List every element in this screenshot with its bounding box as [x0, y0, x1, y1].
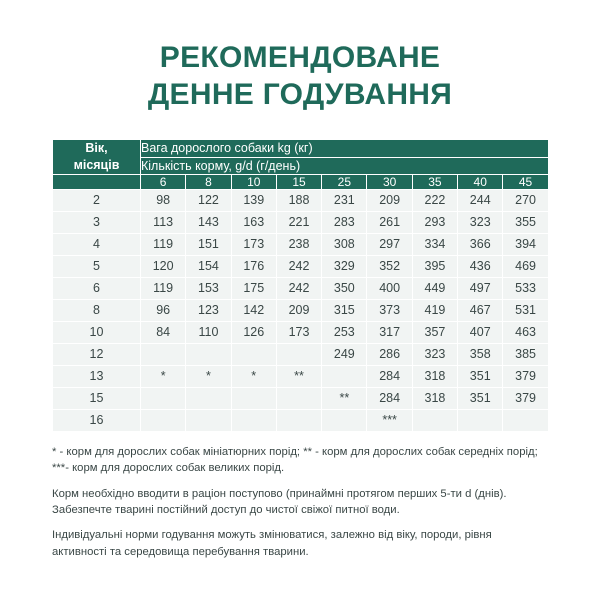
cell: 221 — [276, 211, 321, 233]
cell-footnote-large: *** — [367, 409, 412, 431]
cell: 286 — [367, 343, 412, 365]
row-age: 8 — [53, 299, 141, 321]
row-age: 6 — [53, 277, 141, 299]
row-age: 4 — [53, 233, 141, 255]
cell: 261 — [367, 211, 412, 233]
cell — [412, 409, 457, 431]
cell: 533 — [503, 277, 548, 299]
row-age: 15 — [53, 387, 141, 409]
cell: 242 — [276, 255, 321, 277]
cell: 126 — [231, 321, 276, 343]
cell: 153 — [186, 277, 231, 299]
table-row — [53, 277, 549, 299]
cell — [503, 409, 548, 431]
cell: 253 — [322, 321, 367, 343]
cell: 113 — [141, 211, 186, 233]
cell: 351 — [458, 387, 503, 409]
table-row — [53, 255, 549, 277]
table-row — [53, 365, 549, 387]
cell — [322, 365, 367, 387]
weights-corner-cell — [53, 174, 141, 189]
cell: 209 — [276, 299, 321, 321]
table-row — [53, 299, 549, 321]
cell: 173 — [231, 233, 276, 255]
weight-col-header: 6 — [141, 174, 186, 189]
cell — [186, 343, 231, 365]
cell: 467 — [458, 299, 503, 321]
cell: 154 — [186, 255, 231, 277]
footnote-individual-norms: Індивідуальні норми годування можуть змінюватися, залежно від віку, породи, рівня активності та середовища перебування тварини. — [52, 529, 492, 558]
cell: 238 — [276, 233, 321, 255]
row-age: 13 — [53, 365, 141, 387]
cell: 366 — [458, 233, 503, 255]
cell: 351 — [458, 365, 503, 387]
cell: 323 — [412, 343, 457, 365]
row-age: 2 — [53, 189, 141, 211]
age-header-cell — [53, 140, 141, 175]
page-title-line-1: РЕКОМЕНДОВАНЕ — [159, 41, 441, 74]
cell: 317 — [367, 321, 412, 343]
cell: 139 — [231, 189, 276, 211]
row-age: 12 — [53, 343, 141, 365]
cell-footnote-mini: * — [141, 365, 186, 387]
cell: 222 — [412, 189, 457, 211]
cell: 163 — [231, 211, 276, 233]
table-row — [53, 343, 549, 365]
cell: 284 — [367, 365, 412, 387]
cell: 318 — [412, 387, 457, 409]
cell: 352 — [367, 255, 412, 277]
cell: 175 — [231, 277, 276, 299]
weight-col-header: 15 — [276, 174, 321, 189]
feeding-table — [52, 139, 549, 432]
weight-col-header: 10 — [231, 174, 276, 189]
cell: 469 — [503, 255, 548, 277]
cell: 355 — [503, 211, 548, 233]
cell: 323 — [458, 211, 503, 233]
cell: 357 — [412, 321, 457, 343]
weight-col-header: 40 — [458, 174, 503, 189]
cell: 119 — [141, 277, 186, 299]
table-row — [53, 189, 549, 211]
table-row — [53, 321, 549, 343]
footnotes — [52, 444, 548, 560]
page-title — [52, 40, 548, 113]
cell — [276, 387, 321, 409]
cell: 334 — [412, 233, 457, 255]
cell: 293 — [412, 211, 457, 233]
cell: 209 — [367, 189, 412, 211]
row-age: 16 — [53, 409, 141, 431]
table-row — [53, 409, 549, 431]
cell — [186, 409, 231, 431]
row-age: 5 — [53, 255, 141, 277]
cell: 122 — [186, 189, 231, 211]
cell: 449 — [412, 277, 457, 299]
cell — [141, 343, 186, 365]
weight-col-header: 35 — [412, 174, 457, 189]
cell: 385 — [503, 343, 548, 365]
cell: 419 — [412, 299, 457, 321]
cell — [231, 343, 276, 365]
cell — [141, 387, 186, 409]
cell: 283 — [322, 211, 367, 233]
cell — [276, 409, 321, 431]
cell — [186, 387, 231, 409]
cell-footnote-mini: * — [186, 365, 231, 387]
weight-col-header: 45 — [503, 174, 548, 189]
cell: 379 — [503, 387, 548, 409]
cell — [458, 409, 503, 431]
cell: 173 — [276, 321, 321, 343]
cell: 123 — [186, 299, 231, 321]
cell: 242 — [276, 277, 321, 299]
cell — [231, 387, 276, 409]
weight-header-cell: Вага дорослого собаки kg (кг) — [141, 140, 549, 157]
cell: 497 — [458, 277, 503, 299]
cell: 350 — [322, 277, 367, 299]
cell: 395 — [412, 255, 457, 277]
table-row — [53, 233, 549, 255]
cell: 531 — [503, 299, 548, 321]
cell: 176 — [231, 255, 276, 277]
row-age: 3 — [53, 211, 141, 233]
cell: 120 — [141, 255, 186, 277]
row-age: 10 — [53, 321, 141, 343]
page-title-line-2: ДЕННЕ ГОДУВАННЯ — [147, 77, 453, 111]
cell: 297 — [367, 233, 412, 255]
cell: 143 — [186, 211, 231, 233]
cell: 284 — [367, 387, 412, 409]
cell: 318 — [412, 365, 457, 387]
amount-header-cell: Кількість корму, g/d (г/день) — [141, 157, 549, 174]
cell: 308 — [322, 233, 367, 255]
cell — [322, 409, 367, 431]
cell — [141, 409, 186, 431]
cell-footnote-medium: ** — [276, 365, 321, 387]
cell: 270 — [503, 189, 548, 211]
cell: 394 — [503, 233, 548, 255]
weight-col-header: 8 — [186, 174, 231, 189]
weight-col-header: 25 — [322, 174, 367, 189]
age-header-line-2: місяців — [73, 158, 120, 173]
cell: 96 — [141, 299, 186, 321]
cell: 407 — [458, 321, 503, 343]
cell: 142 — [231, 299, 276, 321]
cell: 244 — [458, 189, 503, 211]
age-header-line-1: Вік, — [85, 141, 108, 156]
cell: 98 — [141, 189, 186, 211]
cell: 119 — [141, 233, 186, 255]
cell: 231 — [322, 189, 367, 211]
cell: 373 — [367, 299, 412, 321]
cell: 249 — [322, 343, 367, 365]
footnote-transition: Корм необхідно вводити в раціон поступово (принаймні протягом перших 5-ти d (днів). Забезпечте тварині постійний доступ до чистої свіжої питної води. — [52, 487, 507, 517]
cell — [276, 343, 321, 365]
cell: 110 — [186, 321, 231, 343]
cell-footnote-mini: * — [231, 365, 276, 387]
cell: 84 — [141, 321, 186, 343]
cell: 188 — [276, 189, 321, 211]
weight-col-header: 30 — [367, 174, 412, 189]
table-header-row-weight — [53, 140, 549, 157]
cell: 379 — [503, 365, 548, 387]
table-row — [53, 211, 549, 233]
cell: 315 — [322, 299, 367, 321]
cell-footnote-medium: ** — [322, 387, 367, 409]
cell: 463 — [503, 321, 548, 343]
footnote-breed-sizes: * - корм для дорослих собак мініатюрних порід; ** - корм для дорослих собак середніх порід; ***- корм для дорослих собак великих порід. — [52, 445, 538, 475]
cell: 436 — [458, 255, 503, 277]
cell: 329 — [322, 255, 367, 277]
cell — [231, 409, 276, 431]
cell: 358 — [458, 343, 503, 365]
cell: 400 — [367, 277, 412, 299]
cell: 151 — [186, 233, 231, 255]
table-row — [53, 387, 549, 409]
table-header-row-weights — [53, 174, 549, 189]
